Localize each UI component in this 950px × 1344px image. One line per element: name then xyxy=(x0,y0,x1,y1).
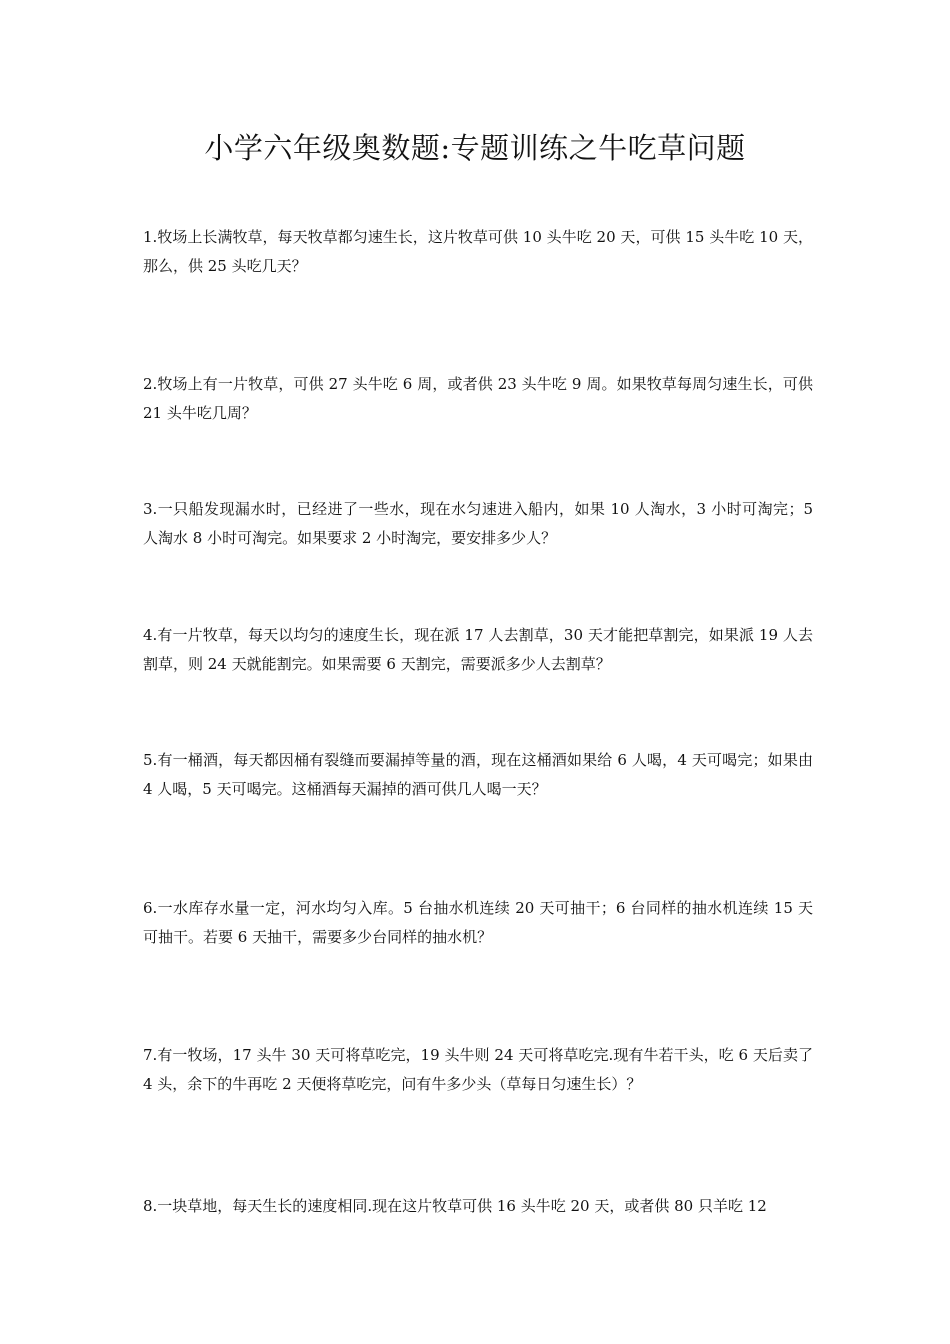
question-6: 6.一水库存水量一定，河水均匀入库。5 台抽水机连续 20 天可抽干；6 台同样的抽水机连续 15 天可抽干。若要 6 天抽干，需要多少台同样的抽水机？ xyxy=(143,899,813,946)
question-4: 4.有一片牧草，每天以均匀的速度生长，现在派 17 人去割草，30 天才能把草割完，如果派 19 人去割草，则 24 天就能割完。如果需要 6 天割完，需要派多少人去割草？ xyxy=(143,626,813,673)
question-1: 1.牧场上长满牧草，每天牧草都匀速生长，这片牧草可供 10 头牛吃 20 天，可供 15 头牛吃 10 天，那么，供 25 头吃几天？ xyxy=(143,228,813,275)
question-7: 7.有一牧场，17 头牛 30 天可将草吃完，19 头牛则 24 天可将草吃完.现有牛若干头，吃 6 天后卖了 4 头，余下的牛再吃 2 天便将草吃完，问有牛多少头（草每日匀速生长）？ xyxy=(143,1046,813,1093)
document-title: 小学六年级奥数题:专题训练之牛吃草问题 xyxy=(204,131,746,165)
question-5: 5.有一桶酒，每天都因桶有裂缝而要漏掉等量的酒，现在这桶酒如果给 6 人喝，4 天可喝完；如果由 4 人喝，5 天可喝完。这桶酒每天漏掉的酒可供几人喝一天？ xyxy=(143,751,813,798)
question-8: 8.一块草地，每天生长的速度相同.现在这片牧草可供 16 头牛吃 20 天，或者供 80 只羊吃 12 xyxy=(143,1197,767,1215)
question-3: 3.一只船发现漏水时，已经进了一些水，现在水匀速进入船内，如果 10 人淘水，3 小时可淘完；5 人淘水 8 小时可淘完。如果要求 2 小时淘完，要安排多少人？ xyxy=(143,500,813,547)
question-2: 2.牧场上有一片牧草，可供 27 头牛吃 6 周，或者供 23 头牛吃 9 周。如果牧草每周匀速生长，可供 21 头牛吃几周？ xyxy=(143,375,813,422)
